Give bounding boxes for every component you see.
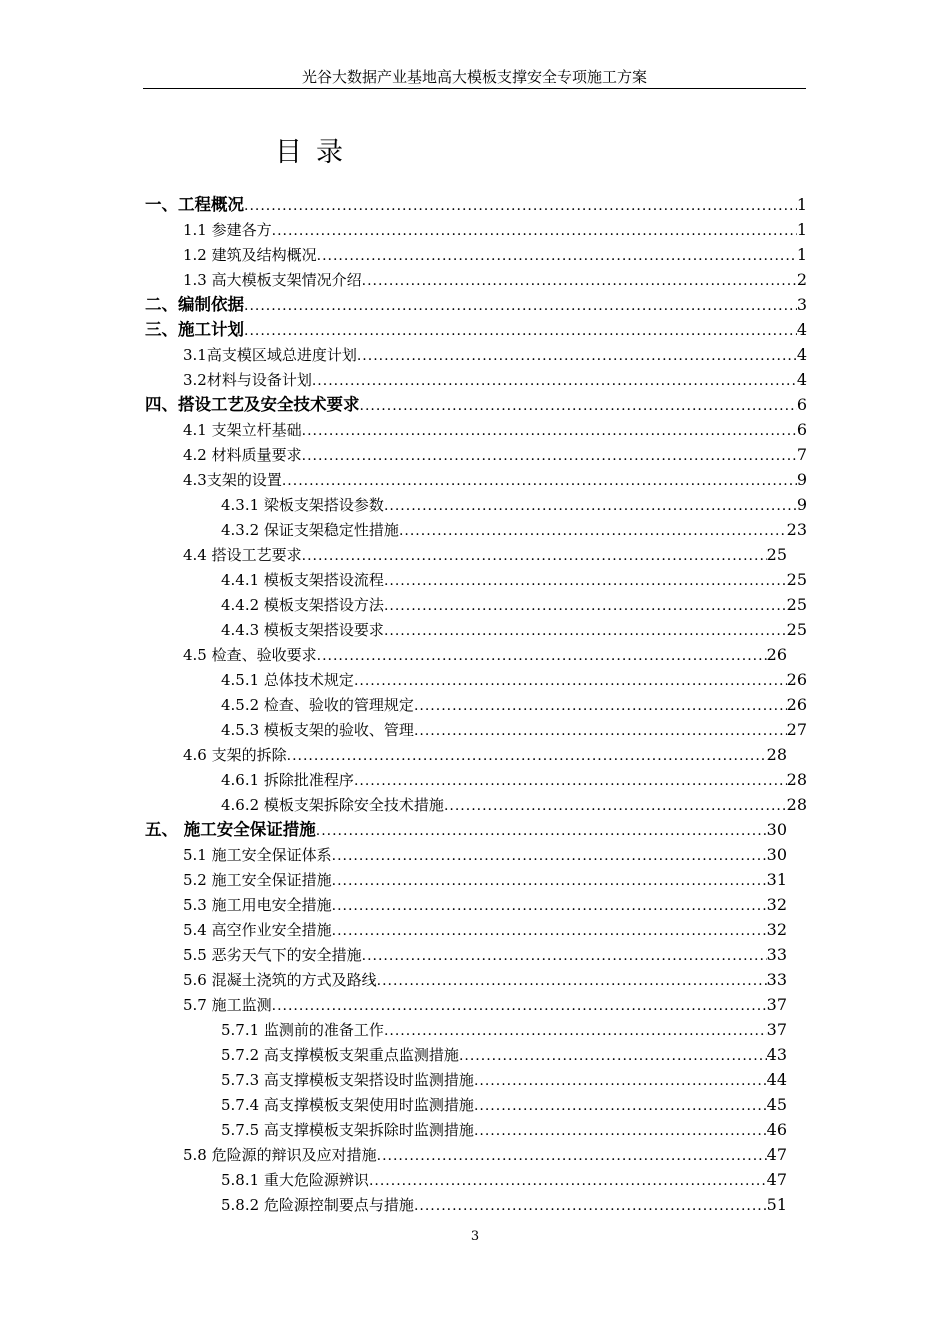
toc-leader-dots <box>362 944 767 969</box>
toc-entry-page: 1 <box>796 245 807 264</box>
toc-entry-label: 4.6.1 拆除批准程序 <box>221 771 354 789</box>
toc-entry-label: 5.7.5 高支撑模板支架拆除时监测措施 <box>221 1121 474 1139</box>
toc-entry-page: 28 <box>786 795 807 814</box>
toc-entry-page: 28 <box>766 745 787 764</box>
toc-leader-dots <box>377 1144 767 1169</box>
toc-entry-label: 5.4 高空作业安全措施 <box>183 921 332 939</box>
toc-entry[interactable] <box>145 192 807 217</box>
toc-entry-label: 4.3支架的设置 <box>183 471 282 489</box>
toc-entry[interactable] <box>145 1092 807 1117</box>
toc-leader-dots <box>332 919 767 944</box>
toc-leader-dots <box>272 994 767 1019</box>
toc-entry-page: 4 <box>796 345 807 364</box>
toc-entry-label: 1.1 参建各方 <box>183 221 272 239</box>
toc-entry-label: 一、工程概况 <box>145 195 244 214</box>
toc-entry-page: 9 <box>796 495 807 514</box>
toc-entry[interactable] <box>145 217 807 242</box>
toc-leader-dots <box>362 269 797 294</box>
toc-leader-dots <box>354 669 787 694</box>
toc-entry-page: 9 <box>796 470 807 489</box>
toc-entry-label: 4.4.1 模板支架搭设流程 <box>221 571 384 589</box>
toc-entry[interactable] <box>145 317 807 342</box>
toc-entry-page: 45 <box>766 1095 787 1114</box>
toc-entry-label: 二、编制依据 <box>145 295 244 314</box>
toc-leader-dots <box>414 1194 767 1219</box>
toc-entry[interactable] <box>145 792 807 817</box>
toc-entry-page: 33 <box>766 945 787 964</box>
table-of-contents <box>145 192 807 1217</box>
toc-entry-label: 4.1 支架立杆基础 <box>183 421 302 439</box>
toc-leader-dots <box>272 219 797 244</box>
toc-entry-label: 4.2 材料质量要求 <box>183 446 302 464</box>
toc-entry-page: 26 <box>786 695 807 714</box>
toc-entry-label: 1.3 高大模板支架情况介绍 <box>183 271 362 289</box>
toc-entry-page: 30 <box>766 820 787 839</box>
toc-entry-page: 26 <box>786 670 807 689</box>
toc-leader-dots <box>317 244 797 269</box>
toc-leader-dots <box>332 844 767 869</box>
toc-entry[interactable] <box>145 592 807 617</box>
toc-entry[interactable] <box>145 567 807 592</box>
toc-entry-page: 43 <box>766 1045 787 1064</box>
toc-entry-label: 4.6 支架的拆除 <box>183 746 287 764</box>
toc-entry-page: 25 <box>786 620 807 639</box>
toc-entry-label: 5.7.3 高支撑模板支架搭设时监测措施 <box>221 1071 474 1089</box>
toc-entry[interactable] <box>145 517 807 542</box>
toc-entry-label: 5.2 施工安全保证措施 <box>183 871 332 889</box>
toc-entry-label: 5.7.2 高支撑模板支架重点监测措施 <box>221 1046 459 1064</box>
toc-entry[interactable] <box>145 717 807 742</box>
toc-entry-label: 4.5.3 模板支架的验收、管理 <box>221 721 414 739</box>
toc-entry-page: 1 <box>796 220 807 239</box>
toc-entry[interactable] <box>145 867 807 892</box>
toc-leader-dots <box>399 519 787 544</box>
page-title: 目录 <box>275 137 357 168</box>
toc-leader-dots <box>312 369 797 394</box>
toc-entry[interactable] <box>145 892 807 917</box>
toc-entry[interactable] <box>145 242 807 267</box>
toc-leader-dots <box>302 444 797 469</box>
toc-leader-dots <box>332 894 767 919</box>
toc-entry[interactable] <box>145 292 807 317</box>
toc-leader-dots <box>384 594 787 619</box>
toc-entry-page: 32 <box>766 895 787 914</box>
toc-entry-label: 3.2材料与设备计划 <box>183 371 312 389</box>
toc-entry-page: 47 <box>766 1145 787 1164</box>
toc-entry-page: 27 <box>786 720 807 739</box>
toc-entry-label: 五、 施工安全保证措施 <box>145 820 316 839</box>
toc-leader-dots <box>414 694 787 719</box>
toc-entry-label: 5.8 危险源的辩识及应对措施 <box>183 1146 377 1164</box>
toc-entry-page: 31 <box>766 870 787 889</box>
toc-leader-dots <box>384 619 787 644</box>
toc-leader-dots <box>244 319 797 344</box>
toc-entry-page: 28 <box>786 770 807 789</box>
toc-entry-label: 三、施工计划 <box>145 320 244 339</box>
toc-leader-dots <box>282 469 797 494</box>
toc-entry-page: 7 <box>796 445 807 464</box>
toc-entry-page: 26 <box>766 645 787 664</box>
toc-entry-page: 46 <box>766 1120 787 1139</box>
toc-entry[interactable] <box>145 742 807 767</box>
toc-leader-dots <box>244 294 797 319</box>
toc-entry-label: 5.6 混凝土浇筑的方式及路线 <box>183 971 377 989</box>
page-number: 3 <box>470 1229 480 1244</box>
toc-leader-dots <box>317 644 767 669</box>
toc-entry[interactable] <box>145 817 807 842</box>
toc-leader-dots <box>474 1119 767 1144</box>
toc-entry-label: 5.7.4 高支撑模板支架使用时监测措施 <box>221 1096 474 1114</box>
toc-entry[interactable] <box>145 942 807 967</box>
toc-entry-label: 4.4.3 模板支架搭设要求 <box>221 621 384 639</box>
toc-entry-page: 6 <box>796 420 807 439</box>
toc-entry[interactable] <box>145 392 807 417</box>
toc-entry-label: 4.5.2 检查、验收的管理规定 <box>221 696 414 714</box>
toc-leader-dots <box>316 819 767 844</box>
toc-entry[interactable] <box>145 992 807 1017</box>
toc-entry-label: 4.4 搭设工艺要求 <box>183 546 302 564</box>
toc-entry-page: 4 <box>796 320 807 339</box>
page-header: 光谷大数据产业基地高大模板支撑安全专项施工方案 <box>143 66 806 89</box>
toc-entry[interactable] <box>145 667 807 692</box>
toc-leader-dots <box>384 1019 767 1044</box>
toc-entry-page: 33 <box>766 970 787 989</box>
toc-leader-dots <box>302 544 767 569</box>
toc-leader-dots <box>459 1044 767 1069</box>
toc-entry-page: 1 <box>796 195 807 214</box>
toc-leader-dots <box>302 419 797 444</box>
toc-entry-label: 3.1高支模区域总进度计划 <box>183 346 357 364</box>
toc-entry-page: 32 <box>766 920 787 939</box>
toc-entry-label: 4.3.2 保证支架稳定性措施 <box>221 521 399 539</box>
toc-entry[interactable] <box>145 1117 807 1142</box>
toc-entry[interactable] <box>145 367 807 392</box>
toc-leader-dots <box>354 769 787 794</box>
toc-leader-dots <box>444 794 787 819</box>
toc-entry[interactable] <box>145 967 807 992</box>
toc-entry-label: 四、搭设工艺及安全技术要求 <box>145 395 360 414</box>
toc-entry[interactable] <box>145 842 807 867</box>
toc-leader-dots <box>332 869 767 894</box>
toc-entry[interactable] <box>145 442 807 467</box>
toc-entry-page: 30 <box>766 845 787 864</box>
toc-entry-page: 2 <box>796 270 807 289</box>
toc-entry[interactable] <box>145 767 807 792</box>
toc-leader-dots <box>414 719 787 744</box>
toc-entry[interactable] <box>145 692 807 717</box>
toc-leader-dots <box>369 1169 767 1194</box>
toc-entry-label: 4.5.1 总体技术规定 <box>221 671 354 689</box>
toc-entry-label: 5.7.1 监测前的准备工作 <box>221 1021 384 1039</box>
toc-entry-label: 4.5 检查、验收要求 <box>183 646 317 664</box>
toc-entry[interactable] <box>145 917 807 942</box>
toc-leader-dots <box>357 344 797 369</box>
toc-entry[interactable] <box>145 342 807 367</box>
toc-entry-label: 5.7 施工监测 <box>183 996 272 1014</box>
toc-entry-page: 51 <box>766 1195 787 1214</box>
toc-entry-page: 6 <box>796 395 807 414</box>
toc-entry-label: 4.6.2 模板支架拆除安全技术措施 <box>221 796 444 814</box>
toc-entry-page: 4 <box>796 370 807 389</box>
toc-entry-label: 1.2 建筑及结构概况 <box>183 246 317 264</box>
toc-entry-page: 25 <box>766 545 787 564</box>
toc-entry[interactable] <box>145 417 807 442</box>
toc-entry-page: 3 <box>796 295 807 314</box>
toc-leader-dots <box>244 194 797 219</box>
toc-entry[interactable] <box>145 492 807 517</box>
toc-entry-label: 5.8.1 重大危险源辨识 <box>221 1171 369 1189</box>
toc-entry-page: 23 <box>786 520 807 539</box>
toc-entry[interactable] <box>145 267 807 292</box>
toc-entry[interactable] <box>145 1067 807 1092</box>
toc-entry-label: 5.1 施工安全保证体系 <box>183 846 332 864</box>
toc-entry[interactable] <box>145 1142 807 1167</box>
toc-entry-label: 5.8.2 危险源控制要点与措施 <box>221 1196 414 1214</box>
toc-leader-dots <box>360 394 797 419</box>
toc-leader-dots <box>474 1069 767 1094</box>
toc-entry[interactable] <box>145 542 807 567</box>
toc-entry[interactable] <box>145 642 807 667</box>
toc-entry-label: 4.3.1 梁板支架搭设参数 <box>221 496 384 514</box>
toc-entry[interactable] <box>145 1017 807 1042</box>
toc-leader-dots <box>377 969 767 994</box>
toc-entry-label: 4.4.2 模板支架搭设方法 <box>221 596 384 614</box>
toc-entry[interactable] <box>145 1192 807 1217</box>
toc-leader-dots <box>384 494 797 519</box>
toc-leader-dots <box>384 569 787 594</box>
toc-entry[interactable] <box>145 1167 807 1192</box>
toc-entry-page: 25 <box>786 570 807 589</box>
toc-entry[interactable] <box>145 467 807 492</box>
toc-entry-page: 37 <box>766 1020 787 1039</box>
toc-entry-label: 5.3 施工用电安全措施 <box>183 896 332 914</box>
toc-entry[interactable] <box>145 1042 807 1067</box>
toc-entry-page: 25 <box>786 595 807 614</box>
toc-entry-page: 47 <box>766 1170 787 1189</box>
toc-entry-label: 5.5 恶劣天气下的安全措施 <box>183 946 362 964</box>
toc-leader-dots <box>287 744 767 769</box>
toc-leader-dots <box>474 1094 767 1119</box>
toc-entry-page: 44 <box>766 1070 787 1089</box>
toc-entry[interactable] <box>145 617 807 642</box>
toc-entry-page: 37 <box>766 995 787 1014</box>
